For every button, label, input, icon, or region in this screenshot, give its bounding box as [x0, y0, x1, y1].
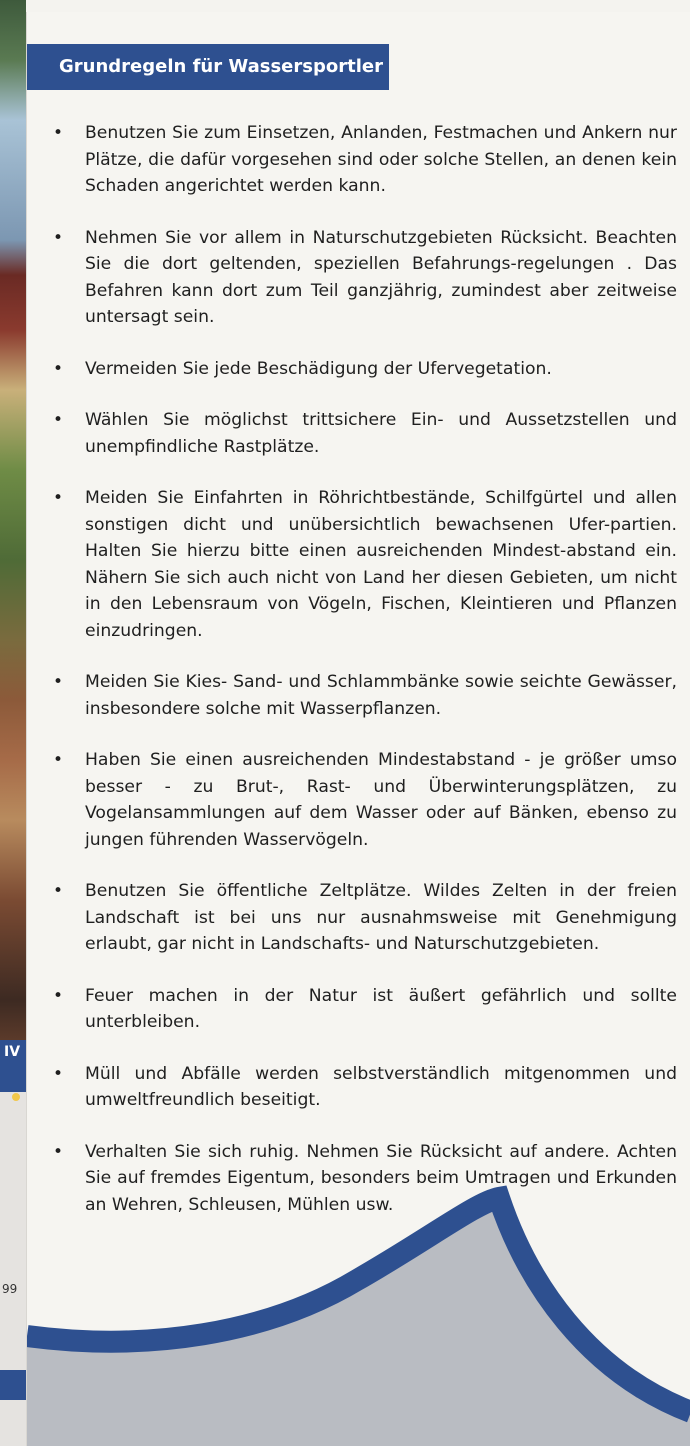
- rule-text: Verhalten Sie sich ruhig. Nehmen Sie Rücksicht auf andere. Achten Sie auf fremdes Eigentum, besonders beim Umtragen und Erkunden an Wehren, Schleusen, Mühlen usw.: [85, 1141, 677, 1215]
- rule-item: [27, 983, 690, 1036]
- rule-text: Benutzen Sie zum Einsetzen, Anlanden, Festmachen und Ankern nur Plätze, die dafür vorgesehen sind oder solche Stellen, an denen kein Schaden angerichtet werden kann.: [85, 123, 677, 196]
- rule-text: Meiden Sie Kies- Sand- und Schlammbänke sowie seichte Gewässer, insbesondere solche mit Wasserpflanzen.: [85, 672, 677, 719]
- rule-text: Nehmen Sie vor allem in Naturschutzgebieten Rücksicht. Beachten Sie die dort geltenden, speziellen Befahrungs-regelungen . Das Befahren kann dort zum Teil ganzjährig, zumindest aber zeitweise untersagt sein.: [85, 227, 677, 327]
- bullet-icon: •: [53, 750, 64, 770]
- rule-text: Feuer machen in der Natur ist äußert gefährlich und sollte unterbleiben.: [85, 985, 677, 1032]
- rule-item: [27, 225, 690, 331]
- rule-item: [27, 747, 690, 853]
- rules-list: [27, 120, 690, 1243]
- adjacent-page-tab-text: IV: [4, 1044, 21, 1060]
- adjacent-page-dot: [12, 1093, 20, 1101]
- bullet-icon: •: [53, 881, 64, 901]
- rule-item: [27, 356, 690, 383]
- rule-text: Vermeiden Sie jede Beschädigung der Ufervegetation.: [85, 358, 552, 379]
- decorative-wave: [27, 1162, 690, 1446]
- adjacent-page-number: 99: [2, 1282, 18, 1296]
- rule-text: Haben Sie einen ausreichenden Mindestabstand - je größer umso besser - zu Brut-, Rast- und Überwinterungsplätzen, zu Vogelansammlungen auf dem Wasser oder auf Bänken, ebenso zu jungen führenden Wasservögeln.: [85, 750, 677, 850]
- rule-item: [27, 485, 690, 644]
- bullet-icon: •: [53, 123, 64, 143]
- rule-item: [27, 407, 690, 460]
- rule-item: [27, 878, 690, 958]
- bullet-icon: •: [53, 227, 64, 248]
- bullet-icon: •: [53, 672, 64, 692]
- rule-text: Meiden Sie Einfahrten in Röhrichtbestände, Schilfgürtel und allen sonstigen dicht und unübersichtlich bewachsenen Ufer-partien. Halten Sie hierzu bitte einen ausreichenden Mindest-abstand ein. Nähern Sie sich auch nicht von Land her diesen Gebieten, um nicht in den Lebensraum von Vögeln, Fischen, Kleintieren und Pflanzen einzudringen.: [85, 488, 677, 641]
- bullet-icon: •: [53, 410, 64, 430]
- rule-text: Benutzen Sie öffentliche Zeltplätze. Wildes Zelten in der freien Landschaft ist bei uns nur ausnahmsweise mit Genehmigung erlaubt, gar nicht in Landschafts- und Naturschutzgebieten.: [85, 881, 677, 954]
- bullet-icon: •: [53, 488, 64, 508]
- adjacent-page-bottom-band: [0, 1370, 26, 1400]
- rule-item: [27, 1061, 690, 1114]
- rule-text: Müll und Abfälle werden selbstverständlich mitgenommen und umweltfreundlich beseitigt.: [85, 1063, 677, 1110]
- bullet-icon: •: [53, 985, 64, 1006]
- bullet-icon: •: [53, 358, 64, 379]
- adjacent-page-edge: [0, 0, 26, 1446]
- page-title: Grundregeln für Wassersportler: [27, 44, 389, 90]
- rule-text: Wählen Sie möglichst trittsichere Ein- und Aussetzstellen und unempfindliche Rastplätze.: [85, 410, 677, 457]
- wave-fill: [27, 1198, 690, 1446]
- bullet-icon: •: [53, 1141, 64, 1162]
- rule-item: [27, 669, 690, 722]
- bullet-icon: •: [53, 1063, 64, 1084]
- brochure-page: [26, 12, 690, 1446]
- rule-item: [27, 120, 690, 200]
